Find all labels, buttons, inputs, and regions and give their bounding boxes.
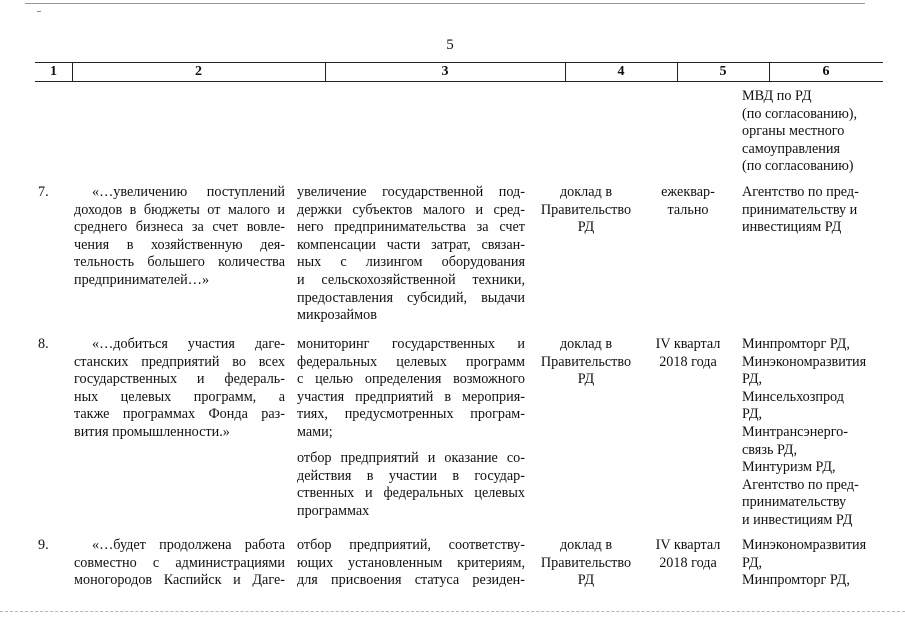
row-report	[530, 184, 642, 237]
text-line: ежеквар-	[661, 184, 715, 200]
text-line: для присвоения статуса резиден-	[297, 572, 525, 589]
text-line: Правительство	[540, 201, 632, 218]
row-quote	[74, 537, 285, 590]
text-line: доклад в	[559, 537, 613, 553]
text-line: ющих установленным критериям,	[297, 554, 525, 571]
row-number: 8.	[38, 336, 49, 352]
text-line: отбор предприятий, соответству-	[297, 537, 525, 553]
text-line: действия в участии в государ-	[297, 467, 525, 484]
text-line: РД,	[742, 371, 763, 388]
header-col-1: 1	[50, 64, 57, 79]
text-line: программах	[297, 502, 370, 519]
text-line: тельность большего количества	[74, 254, 285, 271]
text-line: ных с лизингом оборудования	[297, 254, 525, 271]
text-line: «…будет продолжена работа	[92, 537, 285, 553]
text-line: ственных и федеральных целевых	[297, 485, 525, 502]
text-line: Правительство	[540, 353, 632, 370]
text-line: и сельскохозяйственной техники,	[297, 271, 525, 288]
text-line: доходов в бюджеты от малого и	[74, 201, 285, 218]
text-line: Правительство	[540, 554, 632, 571]
text-line: 2018 года	[659, 353, 717, 370]
text-line: Минпромторг РД,	[742, 336, 850, 352]
row-term	[642, 537, 734, 572]
text-line: «…добиться участия даге-	[92, 336, 285, 352]
text-line: Минэкономразвития	[742, 353, 867, 370]
row-responsible	[742, 184, 892, 237]
text-line: Агентство по пред-	[742, 476, 859, 493]
header-col-6: 6	[822, 64, 830, 79]
row-action	[297, 336, 525, 442]
text-line: «…увеличению поступлений	[92, 184, 285, 200]
text-line: компенсации части затрат, связан-	[297, 236, 525, 253]
text-line: (по согласованию)	[742, 158, 854, 175]
text-line: предоставления субсидий, выдачи	[297, 289, 525, 306]
row-action	[297, 537, 525, 590]
text-line: Минсельхозпрод	[742, 388, 844, 405]
row-responsible	[742, 537, 892, 590]
text-line: РД,	[742, 554, 763, 571]
row-report	[530, 336, 642, 389]
text-line: среднего бизнеса за счет вовле-	[74, 219, 285, 236]
scan-mark	[37, 11, 41, 16]
table-header	[35, 62, 883, 82]
text-line: доклад в	[559, 184, 613, 200]
text-line: государственных и федераль-	[74, 371, 285, 388]
text-line: моногородов Каспийск и Даге-	[74, 572, 285, 589]
text-line: РД	[577, 572, 595, 589]
row-responsible	[742, 336, 892, 530]
text-line: Агентство по пред-	[742, 184, 859, 200]
text-line: 2018 года	[659, 554, 717, 571]
page-number: 5	[446, 37, 454, 53]
text-line: IV квартал	[655, 537, 721, 553]
text-line: предпринимателей…»	[74, 271, 210, 288]
row-number: 9.	[38, 537, 49, 553]
page-top-edge	[25, 3, 865, 4]
row-action-second	[297, 450, 525, 520]
text-line: Минтрансэнерго-	[742, 423, 848, 440]
text-line: ных целевых программ, а	[74, 388, 285, 405]
text-line: совместно с администрациями	[74, 554, 285, 571]
text-line: участия предприятий в мероприя-	[297, 388, 525, 405]
text-line: органы местного	[742, 123, 845, 140]
text-line: Минпромторг РД,	[742, 572, 850, 589]
header-col-5: 5	[719, 64, 727, 79]
text-line: микрозаймов	[297, 307, 377, 324]
page-bottom-edge	[0, 611, 905, 612]
text-line: инвестициям РД	[742, 219, 842, 236]
text-line: РД	[577, 219, 595, 236]
text-line: доклад в	[559, 336, 613, 352]
header-col-3: 3	[441, 64, 449, 79]
row-term	[642, 336, 734, 371]
text-line: и инвестициям РД	[742, 511, 853, 528]
text-line: тально	[667, 201, 709, 218]
text-line: тиях, предусмотренных програм-	[297, 406, 525, 423]
text-line: увеличение государственной под-	[297, 184, 525, 200]
text-line: станских предприятий во всех	[74, 353, 285, 370]
text-line: также программах Фонда раз-	[74, 406, 285, 423]
text-line: Минтуризм РД,	[742, 459, 836, 476]
text-line: самоуправления	[742, 140, 840, 157]
row-number: 7.	[38, 184, 49, 200]
text-line: (по согласованию),	[742, 105, 858, 122]
text-line: чения в хозяйственную дея-	[74, 236, 285, 253]
text-line: IV квартал	[655, 336, 721, 352]
header-col-2: 2	[195, 64, 202, 79]
row-report	[530, 537, 642, 590]
header-col-4: 4	[617, 64, 625, 79]
text-line: мами;	[297, 423, 333, 440]
row-term	[642, 184, 734, 219]
text-line: принимательству и	[742, 201, 858, 218]
row-quote	[74, 184, 285, 290]
text-line: с целью определения возможного	[297, 371, 525, 388]
continuation-responsible	[742, 88, 892, 176]
text-line: мониторинг государственных и	[297, 336, 525, 352]
text-line: него предпринимательства за счет	[297, 219, 525, 236]
text-line: РД,	[742, 406, 763, 423]
text-line: федеральных целевых программ	[297, 353, 525, 370]
row-action	[297, 184, 525, 325]
text-line: вития промышленности.»	[74, 423, 230, 440]
text-line: РД	[577, 371, 595, 388]
text-line: Минэкономразвития	[742, 537, 867, 553]
text-line: держки субъектов малого и сред-	[297, 201, 525, 218]
row-quote	[74, 336, 285, 442]
text-line: связь РД,	[742, 441, 798, 458]
text-line: отбор предприятий и оказание со-	[297, 450, 525, 466]
text-line: МВД по РД	[742, 88, 812, 104]
text-line: принимательству	[742, 494, 847, 511]
